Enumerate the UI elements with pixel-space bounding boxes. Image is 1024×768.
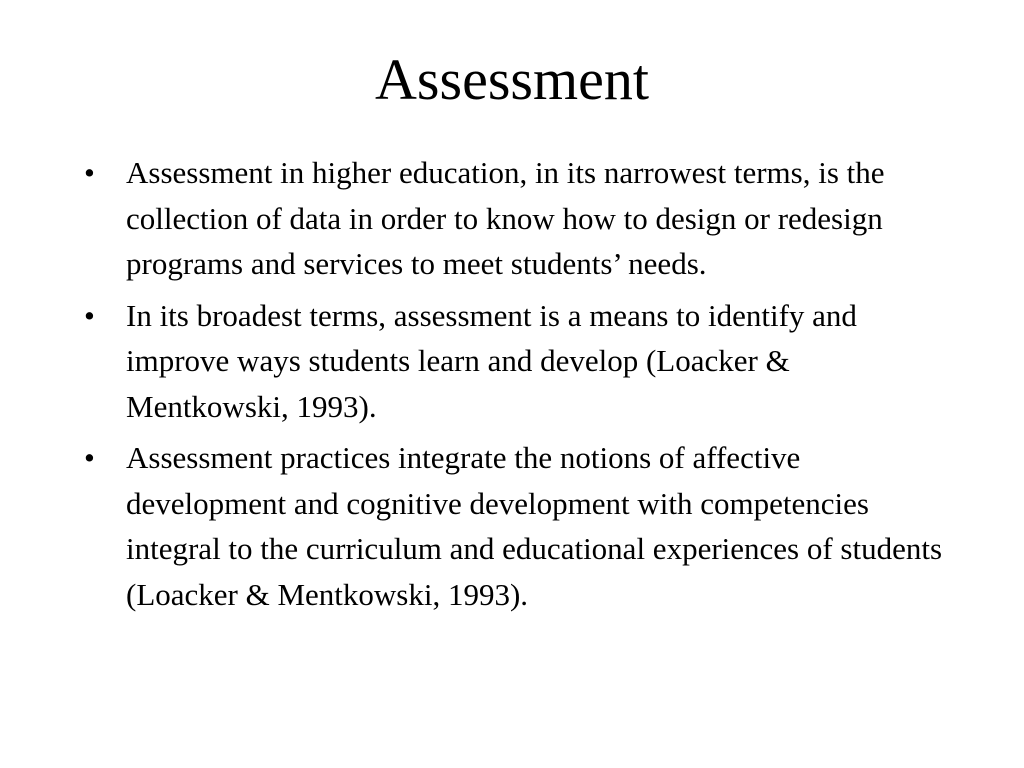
bullet-item: [84, 150, 954, 287]
bullet-text: Assessment in higher education, in its narrowest terms, is the collection of data in order to know how to design or redesign programs and services to meet students’ needs.: [126, 155, 885, 281]
bullet-item: [84, 293, 954, 430]
bullet-item: [84, 435, 954, 617]
slide-title: Assessment: [375, 47, 649, 112]
bullet-text: In its broadest terms, assessment is a means to identify and improve ways students learn and develop (Loacker & Mentkowski, 1993).: [126, 297, 857, 424]
bullet-list: [84, 150, 954, 623]
bullet-icon: •: [84, 440, 95, 475]
bullet-icon: •: [84, 297, 95, 333]
bullet-icon: •: [84, 155, 95, 190]
bullet-text: Assessment practices integrate the notions of affective development and cognitive development with competencies integral to the curriculum and educational experiences of students (Loacker & Mentkowski, 1993).: [126, 440, 943, 612]
